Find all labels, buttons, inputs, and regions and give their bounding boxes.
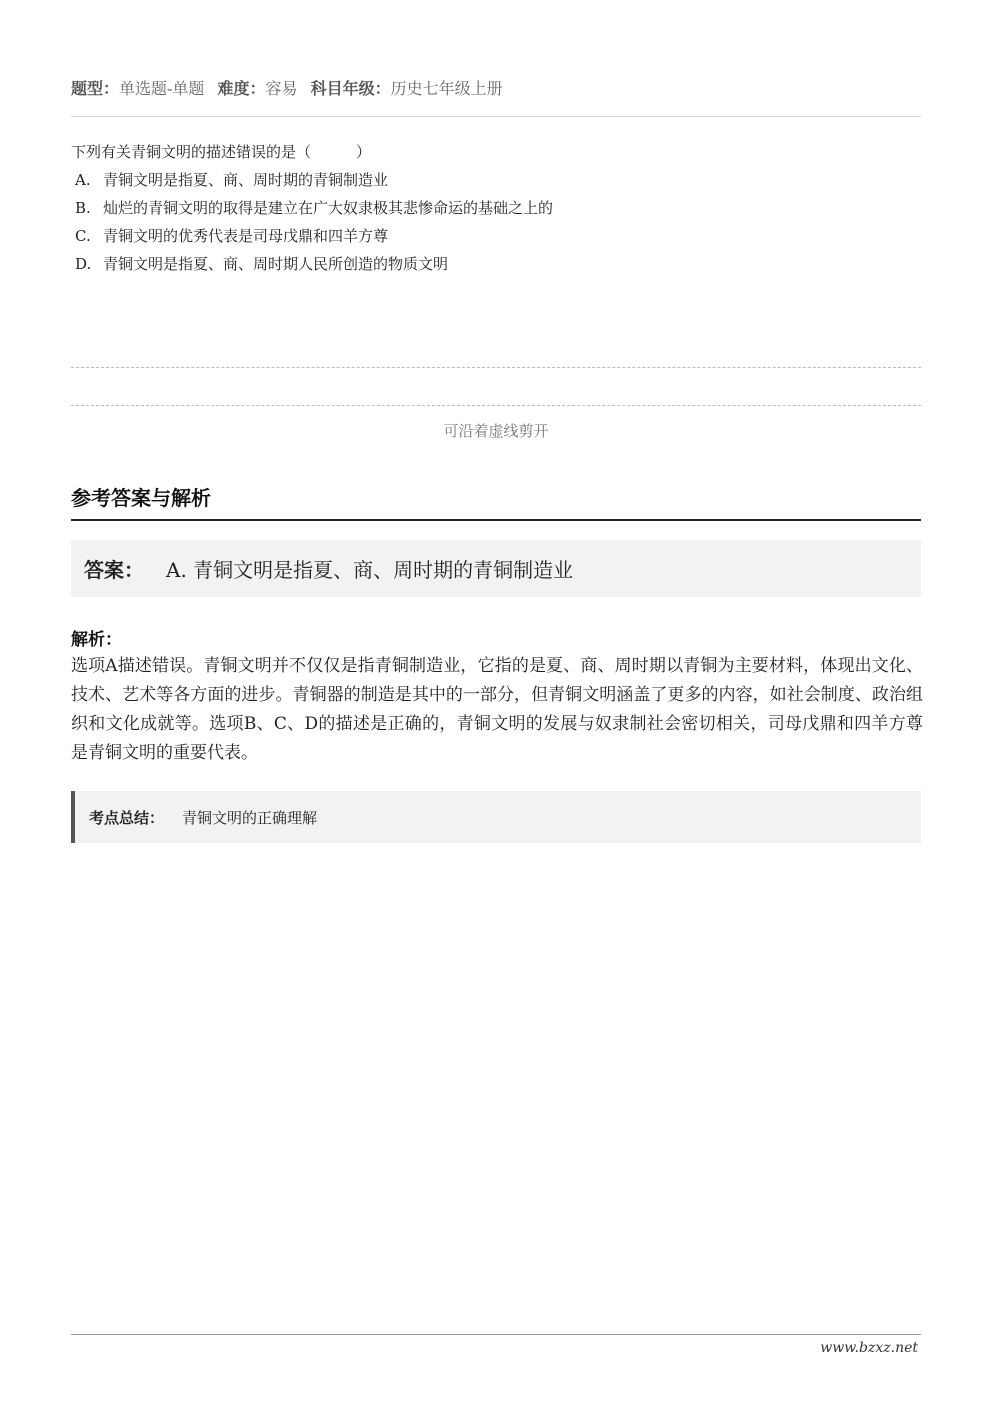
subject-value: 历史七年级上册 (390, 79, 503, 98)
type-label: 题型： (71, 79, 120, 98)
subject-label: 科目年级： (310, 79, 391, 98)
difficulty-label: 难度： (217, 79, 266, 98)
option-text: 青铜文明是指夏、商、周时期人民所创造的物质文明 (103, 255, 449, 273)
answer-label: 答案： (84, 558, 144, 582)
cut-note: 可沿着虚线剪开 (443, 422, 549, 440)
type-value: 单选题-单题 (119, 79, 205, 98)
footer-site-link[interactable]: www.bzxz.net (820, 1340, 918, 1356)
option-text: 灿烂的青铜文明的取得是建立在广大奴隶极其悲惨命运的基础之上的 (103, 199, 554, 217)
analysis-text: 选项A描述错误。青铜文明并不仅仅是指青铜制造业，它指的是夏、商、周时期以青铜为主要材料，体现出文化、技术、艺术等各方面的进步。青铜器的制造是其中的一部分，但青铜文明涵盖了更多的内容，如社会制度、政治组织和文化成就等。选项B、C、D的描述是正确的，青铜文明的发展与奴隶制社会密切相关，司母戊鼎和四羊方尊是青铜文明的重要代表。 (71, 656, 923, 763)
question-meta-bar (71, 76, 921, 117)
option-letter: A. (75, 171, 91, 189)
option-letter: B. (75, 199, 91, 217)
summary-value: 青铜文明的正确理解 (182, 808, 318, 827)
summary-label: 考点总结： (89, 808, 165, 827)
analysis-label: 解析： (71, 630, 122, 650)
option-b (71, 194, 921, 222)
cut-line-bottom (71, 405, 921, 406)
answer-section-title: 参考答案与解析 (71, 482, 921, 521)
option-text: 青铜文明是指夏、商、周时期的青铜制造业 (103, 171, 389, 189)
question-stem: 下列有关青铜文明的描述错误的是（ ） (71, 143, 372, 161)
answer-value: A. 青铜文明是指夏、商、周时期的青铜制造业 (166, 558, 574, 582)
option-c (71, 222, 921, 250)
summary-box (71, 791, 921, 843)
cut-line-top (71, 367, 921, 368)
option-letter: C. (75, 227, 91, 245)
footer-divider (71, 1334, 921, 1335)
option-letter: D. (75, 255, 92, 273)
difficulty-value: 容易 (265, 79, 298, 98)
answer-box (71, 540, 921, 597)
option-d (71, 250, 921, 278)
option-a (71, 166, 921, 194)
option-text: 青铜文明的优秀代表是司母戊鼎和四羊方尊 (103, 227, 389, 245)
question-block (71, 138, 921, 278)
